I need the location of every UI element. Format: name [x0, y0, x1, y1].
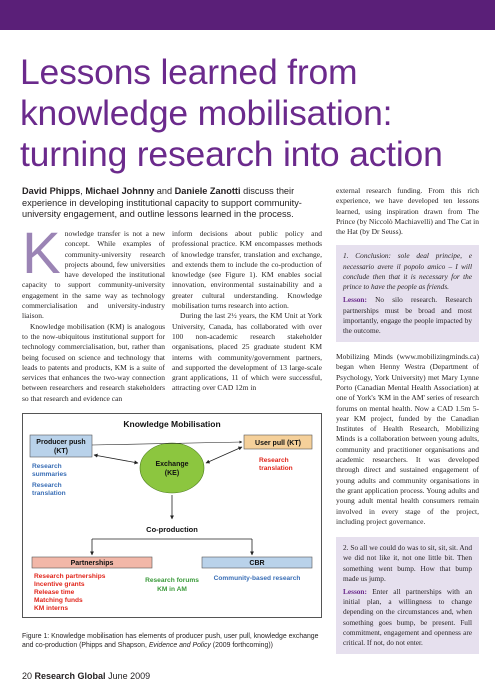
coproduction-label: Co-production [146, 525, 198, 534]
exchange-sub: (KE) [164, 470, 180, 477]
standfirst-text: discuss their experience in developing institutional capacity to support community-university engagement, and outline lessons learned in the process. [22, 186, 302, 219]
drop-cap: K [22, 221, 61, 286]
producer-push-label: Producer push [36, 439, 86, 446]
paragraph: external research funding. From this rich experience, we have developed ten lessons learned, using inspiration drawn from The Prince (by Niccolò Machiavelli) and The Cat in the Hat (by Dr Seuss). [336, 186, 479, 237]
cbr-label: CBR [249, 560, 265, 567]
caption-journal: Evidence and Policy [148, 642, 211, 650]
separator: and [154, 186, 175, 196]
km-in-am-label: KM in AM [157, 586, 187, 593]
partnership-item: Research partnerships [34, 573, 106, 580]
paragraph: During the last 2½ years, the KM Unit at York University, Canada, has collaborated with over 100 non-academic research stakeholder organisations, placed 25 graduate student KM interns with community/government partners, and supported the development of 13 large-scale grant applications, 11 of which were successful, attracting over CAD 12m in [172, 311, 322, 393]
author-name: Daniele Zanotti [174, 186, 241, 196]
column-2 [172, 229, 322, 394]
title-line-3: turning research into action [20, 134, 443, 174]
research-summaries-label: summaries [32, 471, 67, 478]
lesson-callout-1: 1. Conclusion: sole deal principe, e necessario avere il popolo amico – I will conclude then that it is necessary for the prince to have the people as friends. Lesson: No silo research. Research partnerships must be broad and most importantly, engage the people impacted by the outcome. [336, 245, 479, 342]
right-translation-label: Research [259, 457, 289, 464]
publication-name: Research Global [34, 671, 106, 681]
quote: 2. So all we could do was to sit, sit, sit. And we did not like it, not one little bit. Then something went bump. How that bump made us jump. [343, 543, 472, 583]
partnership-item: Release time [34, 589, 75, 596]
standfirst [22, 186, 332, 221]
title-line-2: knowledge mobilisation: [20, 93, 393, 133]
paragraph: inform decisions about public policy and professional practice. KM encompasses methods of knowledge transfer, translation and exchange, and extends them to include the co-production of knowledge (see Figure 1). KM enables social innovation, environmental sustainability and a greater cultural understanding. Knowledge mobilisation turns research into action. [172, 229, 322, 311]
lesson-callout-2: 2. So all we could do was to sit, sit, sit. And we did not like it, not one little bit. Then something went bump. How that bump made us jump. Lesson: Enter all partnerships with an initial plan, a willingness to change depending on the circumstances and, when something goes bump, be present. Full commitment, engagement and openness are critical. If not, do not enter. [336, 537, 479, 654]
research-translation-label: translation [32, 490, 66, 497]
title-line-1: Lessons learned from [20, 52, 358, 92]
paragraph: Knowledge transfer is not a new concept. While examples of community-university research projects abound, few universities have developed the institutional capacity to support community-university engagement in the same way as technology commercialisation and university-industry liaison. [22, 221, 165, 321]
partnerships-label: Partnerships [70, 560, 114, 567]
article-title [20, 52, 480, 175]
page-number: 20 [22, 671, 33, 681]
column-3 [336, 186, 479, 654]
figure-heading: Knowledge Mobilisation [123, 419, 221, 429]
research-translation-label: Research [32, 482, 62, 489]
author-name: Michael Johnny [85, 186, 155, 196]
header-bar [0, 0, 495, 30]
author-name: David Phipps [22, 186, 81, 196]
lesson-label: Lesson: [343, 295, 367, 305]
paragraph: Mobilizing Minds (www.mobilizingminds.ca) began when Henny Westra (Department of Psychology, York University) met Mary Lynne Porto (Canadian Mental Health Association) at one of York's 'KM in the AM' series of research forums on mental health. Now a CAD 1.5m 5-year KM project, funded by the Canadian Institutes of Health Research, Mobilizing Minds is a collaboration between young adults, community and practitioner organisations and academic researchers. It was developed through direct and sustained engagement of young adults and community organisations in the grant application process. Young adults and young adult mental health consumers remain involved in every stage of the project, including project governance. [336, 352, 479, 526]
figure-caption: Figure 1: Knowledge mobilisation has elements of producer push, user pull, knowledge exchange and co-production (Phipps and Shapson, Evidence and Policy (2009 forthcoming)) [22, 633, 319, 650]
research-forums-label: Research forums [145, 577, 199, 584]
lesson-label: Lesson: [343, 586, 367, 596]
right-translation-label: translation [259, 465, 293, 472]
research-summaries-label: Research [32, 463, 62, 470]
issue-date: June 2009 [108, 671, 151, 681]
figure-1 [22, 413, 322, 618]
quote: 1. Conclusion: sole deal principe, e necessario avere il popolo amico – I will conclude then that it is necessary for the prince to have the people as friends. [343, 251, 472, 292]
paragraph: Knowledge mobilisation (KM) is analogous to the now-ubiquitous institutional support for technology commercialisation, but, rather than being focused on science and technology that leads to patents and products, KM is a suite of services that enhances the two-way connection between researchers and research stakeholders so that research and evidence can [22, 321, 165, 403]
separator: , [80, 186, 86, 196]
partnership-item: Incentive grants [34, 581, 85, 588]
cbr-sub-label: Community-based research [213, 575, 301, 582]
exchange-oval [140, 443, 204, 493]
partnership-item: Matching funds [34, 597, 83, 604]
user-pull-label: User pull (KT) [255, 440, 301, 447]
partnership-item: KM interns [34, 605, 69, 612]
page-footer [22, 671, 150, 681]
column-1 [22, 221, 165, 404]
producer-push-sub: (KT) [54, 448, 68, 455]
exchange-label: Exchange [155, 461, 189, 468]
